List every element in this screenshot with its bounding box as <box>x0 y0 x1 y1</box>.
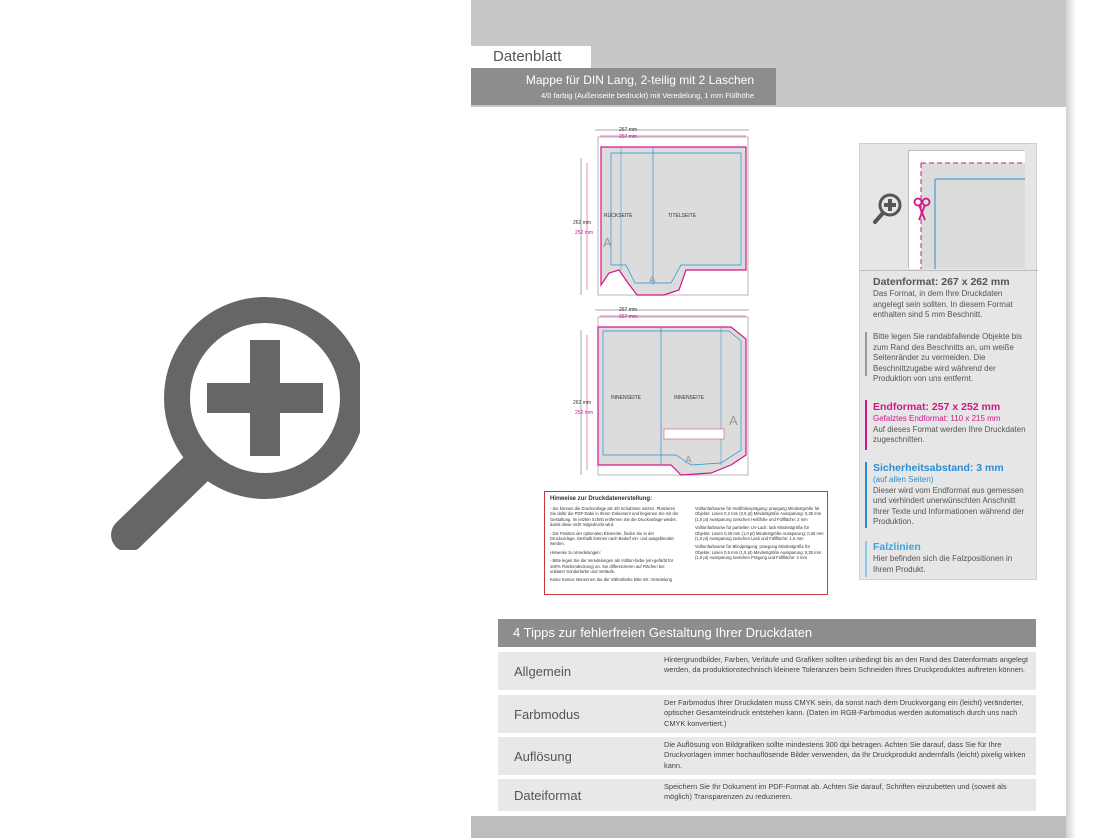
inner-side-template <box>571 305 761 480</box>
safety-text: Dieser wird vom Endformat aus gemessen und verhindert unerwünschten Anschnitt Ihrer Texte und Informationen während der Produktion. <box>873 485 1025 526</box>
page-shadow <box>1066 0 1076 838</box>
tips-heading: 4 Tipps zur fehlerfreien Gestaltung Ihrer Druckdaten <box>498 619 1036 647</box>
fold-title: Falzlinien <box>873 541 921 553</box>
note-item: - Sie können die Druckvorlage als 4/0 Schablone nutzen. Platzieren Sie dafür die PDF-Datei in Ihrem Dokument und beginnen Sie mit der Gestaltung. Im letzten Schritt entfernen Sie die Druckvorlage wieder, damit diese nicht mitgedruckt wird. <box>550 506 679 528</box>
end-format-bar <box>865 400 867 450</box>
note-item: - Bitte legen Sie die Veredelungen als Vollton-farbe (ein-gefärbt für 100% Flächendeckung) an. Sie differenzieren auf Flächen bei unklarer Sonderfarbe und Verläufe. <box>550 558 674 575</box>
inner-side-diagram <box>571 305 761 480</box>
width-outer-label: 267 mm <box>619 127 638 133</box>
end-format-title: Endformat: 257 x 252 mm <box>873 401 1001 413</box>
note-item: Hinweise zu Veredelungen: <box>550 549 601 555</box>
tip-text: Der Farbmodus Ihrer Druckdaten muss CMYK sein, da sonst nach dem Druckvorgang ein (leicht) veränderter, optischer Gesamteindruck entstehen kann. (Daten im RGB-Farbmodus werden automatisch durch uns nach CMYK konvertiert.) <box>664 698 1024 728</box>
data-format-block <box>873 276 1033 321</box>
bleed-block <box>873 332 1033 385</box>
data-format-title: Datenformat: 267 x 262 mm <box>873 276 1010 288</box>
fold-bar <box>865 541 867 577</box>
flap-mark: A <box>649 275 656 286</box>
tip-label: Farbmodus <box>514 706 580 722</box>
fold-text: Hier befinden sich die Falzpositionen in Ihrem Produkt. <box>873 554 1013 574</box>
height-inner-label: 252 mm <box>575 410 594 416</box>
footer-band <box>471 816 1066 838</box>
height-outer-label: 262 mm <box>573 220 592 226</box>
tip-text: Die Auflösung von Bildgrafiken sollte mindestens 300 dpi betragen. Achten Sie darauf, dass Sie für Ihre Druckvorlagen immer hochauflösende Bilder verwenden, da Ihr Druckprodukt andernfalls (leicht) pixelig wirken kann. <box>664 740 1026 770</box>
height-inner-label: 252 mm <box>575 230 594 236</box>
bleed-bar <box>865 332 867 376</box>
width-inner-label: 257 mm <box>619 314 638 320</box>
fold-block <box>873 541 1033 575</box>
end-format-sub: Gefalztes Endformat: 110 x 215 mm <box>873 414 1001 423</box>
left-panel-label: INNENSEITE <box>611 395 642 401</box>
print-notes-col-2 <box>695 506 825 564</box>
tip-row-aufloesung <box>498 737 1036 775</box>
safety-sub: (auf allen Seiten) <box>873 475 934 484</box>
panel-divider <box>860 270 1038 271</box>
tip-row-farbmodus <box>498 695 1036 733</box>
tip-row-allgemein <box>498 652 1036 690</box>
print-notes-box <box>544 491 828 595</box>
tip-label: Auflösung <box>514 748 572 764</box>
tip-row-dateiformat <box>498 779 1036 811</box>
zoom-in-icon[interactable] <box>872 192 902 226</box>
glue-mark: A <box>729 413 738 428</box>
note-item: Volltonfarbname für Blindprägung: praegung Mindestgröße für Objekte: Linien 0,5 mm (1,5 pt) Mindestgröße Aussparung: 0,35 mm (1,5 pt) Aussparung zwischen Prägung und Füllfläche: 2 mm <box>695 544 822 561</box>
right-panel-label: INNENSEITE <box>674 395 705 401</box>
width-inner-label: 257 mm <box>619 134 638 140</box>
end-format-text: Auf dieses Format werden Ihre Druckdaten zugeschnitten. <box>873 424 1026 444</box>
product-subtitle: 4/0 farbig (Außenseite bedruckt) mit Veredelung, 1 mm Füllhöhe <box>540 91 754 100</box>
glue-mark: A <box>603 235 612 250</box>
outer-side-template <box>571 125 761 300</box>
zoom-in-icon[interactable] <box>100 260 360 550</box>
safety-block <box>873 462 1033 528</box>
tip-label: Allgemein <box>514 663 572 679</box>
scissors-icon <box>912 196 932 222</box>
tip-text: Speichern Sie Ihr Dokument im PDF-Format ab. Achten Sie darauf, Schriften einzubetten und (soweit als möglich) Transparenzen zu reduzieren. <box>664 782 1007 802</box>
end-format-block <box>873 401 1033 446</box>
product-title: Mappe für DIN Lang, 2-teilig mit 2 Laschen <box>525 73 754 87</box>
format-legend-panel <box>859 143 1037 580</box>
note-item: - Die Position der optionalen Elemente, finden Sie in der Druckvorlage. Deshalb können nach Bedarf ein- und ausgeblendet werden. <box>550 530 674 547</box>
safety-bar <box>865 462 867 528</box>
print-notes-col-1 <box>550 506 680 586</box>
safety-title: Sicherheitsabstand: 3 mm <box>873 462 1004 474</box>
title-bar <box>471 68 776 105</box>
width-outer-label: 267 mm <box>619 307 638 313</box>
note-item: Volltonfarbname für Heißfolienprägung: praegung Mindestgröße für Objekte: Linien 0,2 mm (0,6 pt) Mindestgröße Aussparung: 0,35 mm (1,0 pt) Aussparung zwischen Heißfolie und Füllfläche: 2 mm <box>695 506 822 522</box>
outer-side-diagram <box>571 125 761 300</box>
tip-text: Hintergrundbilder, Farben, Verläufe und Grafiken sollten unbedingt bis an den Rand des Datenformats angelegt werden, da produktionstechnisch kleinere Toleranzen beim Schneiden Ihres Druckproduktes auftreten können. <box>664 655 1029 675</box>
right-panel-label: TITELSEITE <box>668 213 697 219</box>
data-format-text: Das Format, in dem Ihre Druckdaten angelegt sein sollten. In diesem Format enthalten sind 5 mm Beschnitt. <box>873 289 1013 319</box>
flap-mark: A <box>685 455 692 466</box>
height-outer-label: 262 mm <box>573 400 592 406</box>
left-panel-label: RÜCKSEITE <box>604 213 633 219</box>
print-notes-title: Hinweise zur Druckdatenerstellung: <box>550 496 653 502</box>
note-item: Volltonfarbname für partiellen UV-Lack: lack Mindestgröße für Objekte: Linien 0,25 mm (1,0 pt) Mindestgröße Aussparung: 0,35 mm (1,0 pt) Aussparung zwischen Lack und Füllfläche: 1,5 mm <box>695 525 824 542</box>
datasheet-page <box>471 0 1066 838</box>
tip-label: Dateiformat <box>514 787 582 803</box>
note-item: Keine Kontur. Benennen Sie die Volltonfarbe bitte mit: Veredelung <box>550 577 672 583</box>
bleed-text: Bitte legen Sie randabfallende Objekte bis zum Rand des Beschnitts an, um weiße Seitenränder zu vermeiden. Die Beschnittzugabe wird während der Produktion von uns entfernt. <box>873 332 1022 383</box>
datasheet-tab: Datenblatt <box>471 46 591 68</box>
